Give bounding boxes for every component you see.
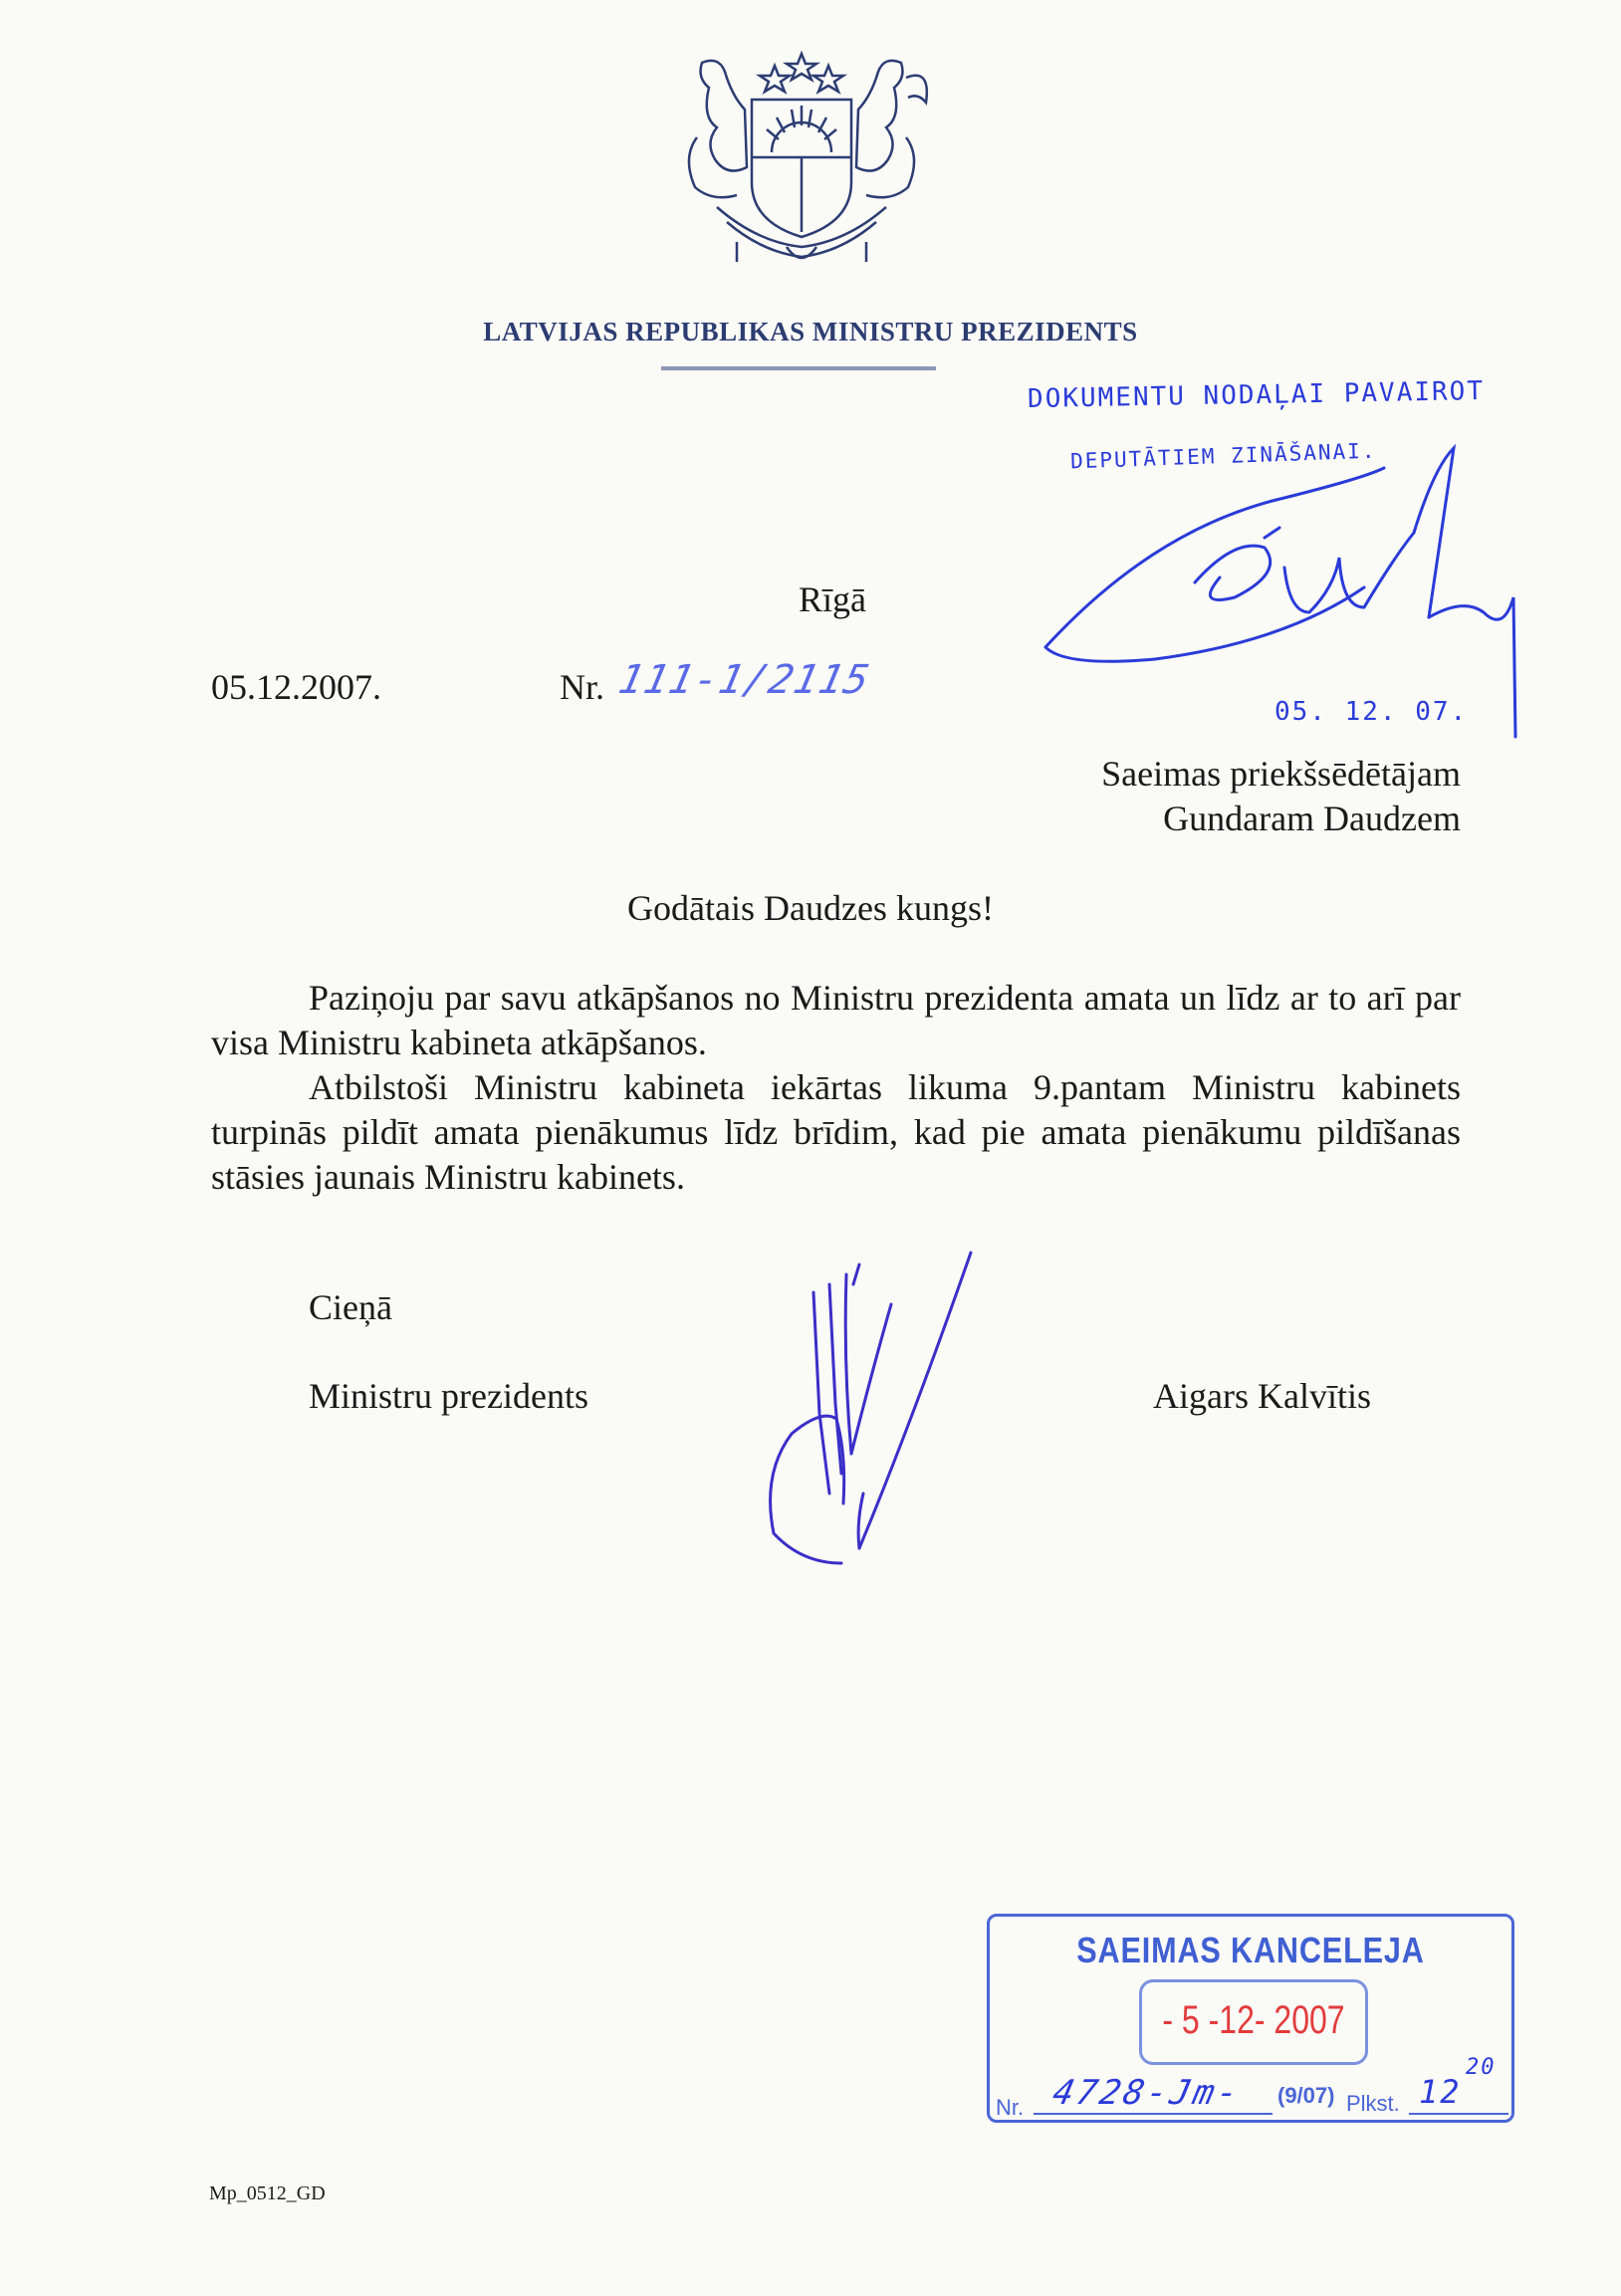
signer-title: Ministru prezidents bbox=[309, 1376, 588, 1416]
stamp-nr-underline bbox=[1034, 2113, 1273, 2115]
handwritten-annotation-line2: DEPUTĀTIEM ZINĀŠANAI. bbox=[1069, 438, 1377, 474]
stamp-date: - 5 -12- 2007 bbox=[1162, 1998, 1345, 2042]
stamp-time-hours: 12 bbox=[1419, 2073, 1462, 2111]
signer-name: Aigars Kalvītis bbox=[1153, 1376, 1371, 1416]
closing: Cieņā bbox=[309, 1287, 392, 1327]
body-paragraph-1: Paziņoju par savu atkāpšanos no Ministru prezidenta amata un līdz ar to arī par visa Ministru kabineta atkāpšanos. bbox=[211, 978, 1461, 1062]
body-paragraph-2: Atbilstoši Ministru kabineta iekārtas likuma 9.pantam Ministru kabinets turpinās pildīt amata pienākumus līdz brīdim, kad pie amata pienākumu pildīšanas stāsies jaunais Ministru kabinets. bbox=[211, 1067, 1461, 1197]
stamp-nr-handwritten: 4728-Jm- bbox=[1048, 2073, 1246, 2113]
letterhead-divider bbox=[661, 366, 936, 370]
letter-number-prefix: Nr. bbox=[560, 667, 604, 707]
stamp-time-label: Plkst. bbox=[1346, 2091, 1400, 2116]
letter-number-handwritten: 111-1/2115 bbox=[614, 657, 874, 703]
stamp-time-underline bbox=[1409, 2113, 1508, 2115]
stamp-nr-label: Nr. bbox=[996, 2095, 1025, 2120]
recipient-line2: Gundaram Daudzem bbox=[1163, 799, 1461, 838]
footer-document-code: Mp_0512_GD bbox=[209, 2182, 326, 2204]
stamp-time-minutes: 20 bbox=[1466, 2055, 1497, 2080]
handwritten-annotation-date: 05. 12. 07. bbox=[1274, 697, 1469, 727]
letterhead-title: LATVIJAS REPUBLIKAS MINISTRU PREZIDENTS bbox=[483, 317, 1138, 346]
stamp-nr-printed: (9/07) bbox=[1277, 2083, 1335, 2108]
recipient-line1: Saeimas priekšsēdētājam bbox=[1101, 754, 1461, 794]
annotation-signature bbox=[1036, 438, 1553, 757]
handwritten-annotation-line1: DOKUMENTU NODAĻAI PAVAIROT bbox=[1027, 375, 1486, 415]
salutation: Godātais Daudzes kungs! bbox=[627, 888, 994, 928]
coat-of-arms-emblem bbox=[657, 48, 946, 272]
letter-place: Rīgā bbox=[799, 579, 866, 619]
stamp-title: SAEIMAS KANCELEJA bbox=[1076, 1930, 1425, 1970]
main-signature bbox=[752, 1245, 991, 1573]
letter-date: 05.12.2007. bbox=[211, 667, 381, 707]
